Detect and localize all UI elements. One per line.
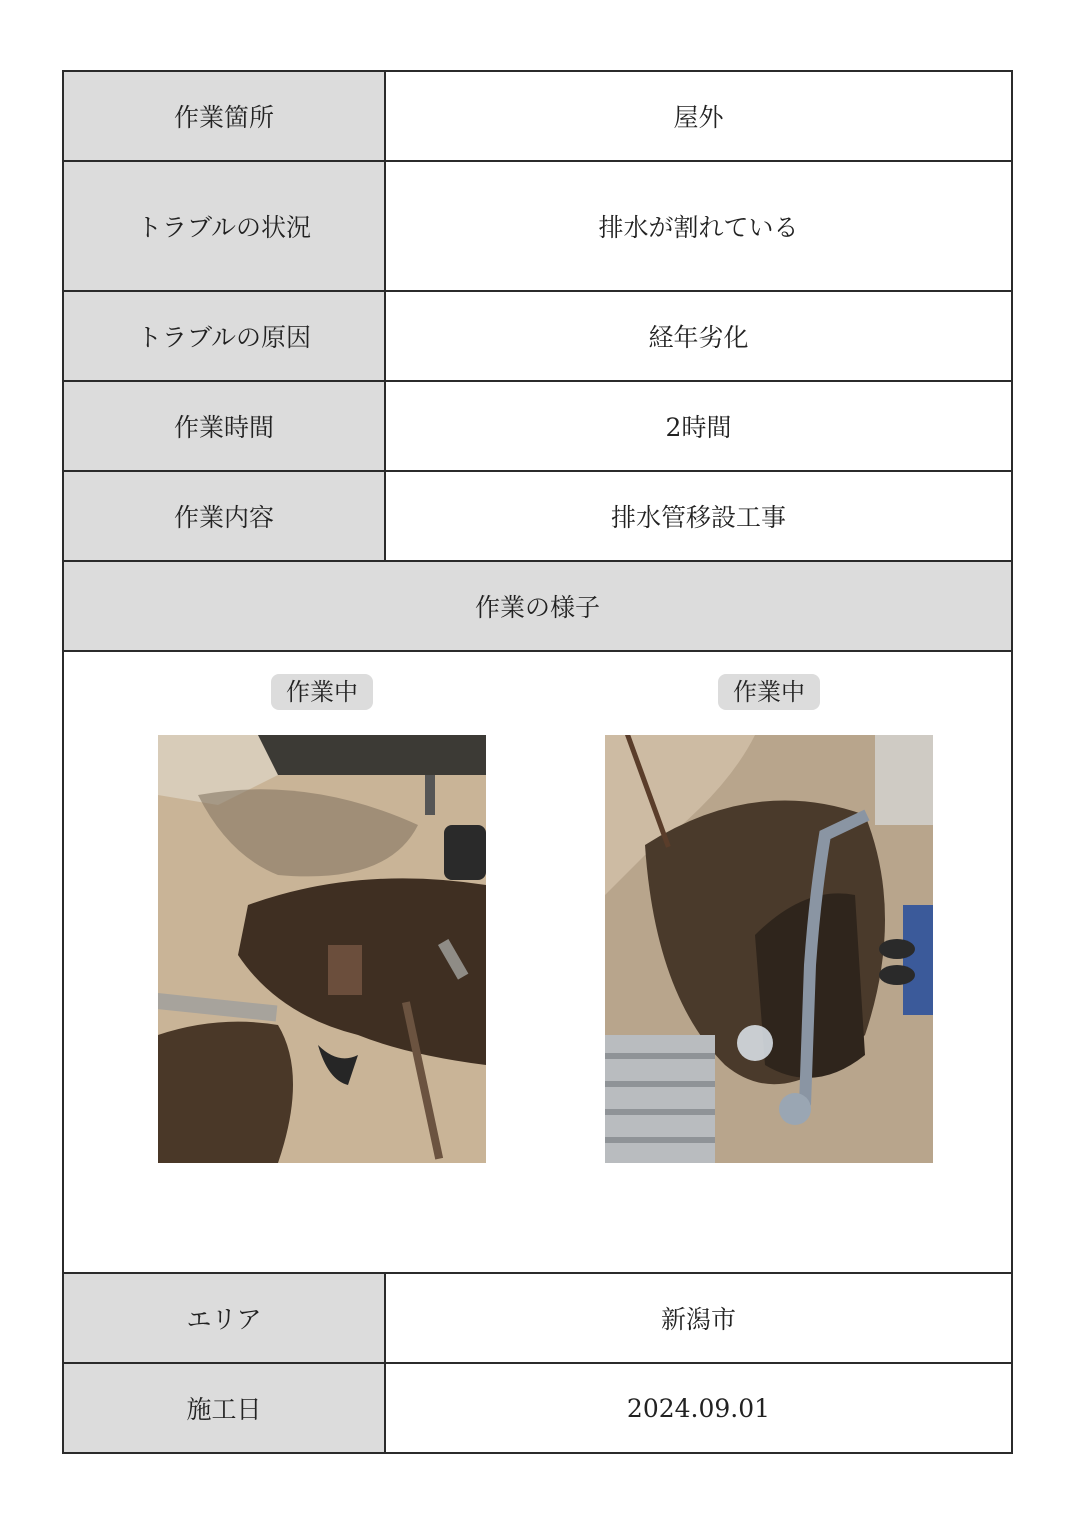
row-construction-date	[63, 1363, 1012, 1453]
row-trouble-status	[63, 161, 1012, 291]
row-work-time	[63, 381, 1012, 471]
row-location	[63, 71, 1012, 161]
photo-block-left	[158, 674, 486, 1163]
work-report-table	[62, 70, 1013, 1454]
construction-date-value: 2024.09.01	[385, 1363, 1012, 1453]
work-content-label: 作業内容	[63, 471, 385, 561]
work-content-value: 排水管移設工事	[385, 471, 1012, 561]
area-value: 新潟市	[385, 1273, 1012, 1363]
photo-left-excavation	[158, 735, 486, 1163]
row-work-content	[63, 471, 1012, 561]
row-area	[63, 1273, 1012, 1363]
location-label: 作業箇所	[63, 71, 385, 161]
row-trouble-cause	[63, 291, 1012, 381]
trouble-cause-label: トラブルの原因	[63, 291, 385, 381]
photo-caption-left: 作業中	[271, 674, 373, 710]
trouble-status-label: トラブルの状況	[63, 161, 385, 291]
photos-area	[64, 652, 1011, 1270]
trouble-cause-value: 経年劣化	[385, 291, 1012, 381]
construction-date-label: 施工日	[63, 1363, 385, 1453]
photo-right-drain-pipe	[605, 735, 933, 1163]
row-photos	[63, 651, 1012, 1273]
photo-block-right	[605, 674, 933, 1163]
trouble-status-value: 排水が割れている	[385, 161, 1012, 291]
photos-cell	[63, 651, 1012, 1273]
photo-caption-right: 作業中	[718, 674, 820, 710]
work-time-value: 2時間	[385, 381, 1012, 471]
area-label: エリア	[63, 1273, 385, 1363]
photos-section-title: 作業の様子	[63, 561, 1012, 651]
work-time-label: 作業時間	[63, 381, 385, 471]
row-photos-title	[63, 561, 1012, 651]
work-report-sheet	[62, 70, 1013, 1454]
location-value: 屋外	[385, 71, 1012, 161]
